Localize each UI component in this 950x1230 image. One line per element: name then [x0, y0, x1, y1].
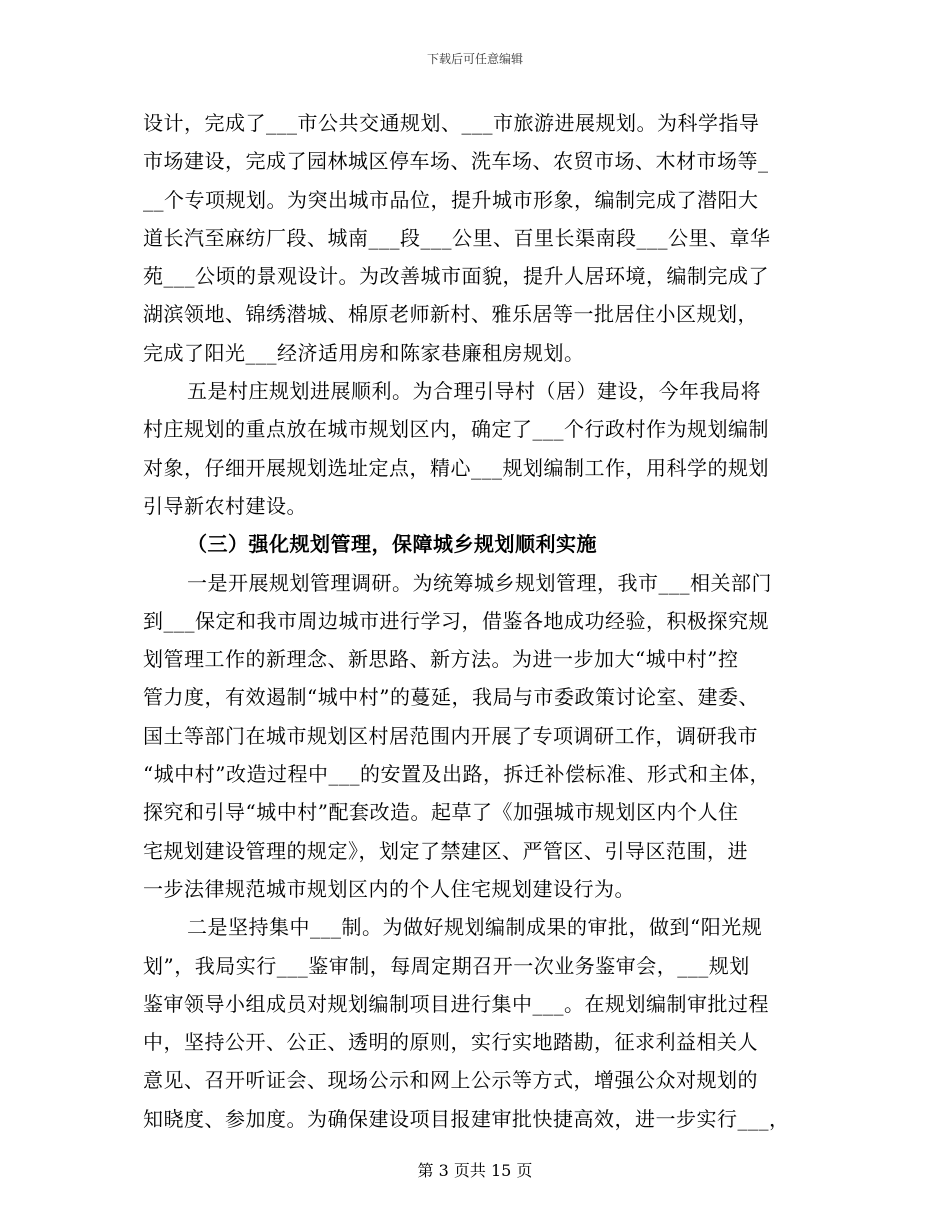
text-line: 五是村庄规划进展顺利。为合理引导村（居）建设，今年我局将 [187, 379, 761, 404]
section-heading: （三）强化规划管理，保障城乡规划顺利实施 [187, 532, 597, 557]
text-line: 一步法律规范城市规划区内的个人住宅规划建设行为。 [143, 876, 635, 901]
text-line: 设计，完成了___市公共交通规划、___市旅游进展规划。为科学指导 [143, 111, 760, 135]
text-line: 划管理工作的新理念、新思路、新方法。为进一步加大“城中村”控 [143, 647, 739, 672]
text-line: 一是开展规划管理调研。为统筹城乡规划管理，我市___相关部门 [187, 570, 772, 595]
text-line: 宅规划建设管理的规定》，划定了禁建区、严管区、引导区范围，进 [143, 838, 748, 863]
text-line: “城中村”改造过程中___的安置及出路，拆迁补偿标准、形式和主体， [143, 762, 770, 787]
text-line: __个专项规划。为突出城市品位，提升城市形象，编制完成了潜阳大 [143, 187, 759, 212]
text-line: 引导新农村建设。 [143, 493, 307, 518]
text-line: 湖滨领地、锦绣潜城、棉原老师新村、雅乐居等一批居住小区规划， [143, 302, 758, 327]
page-footer: 第 3 页共 15 页 [417, 1161, 533, 1180]
text-line: 苑___公顷的景观设计。为改善城市面貌，提升人居环境，编制完成了 [143, 264, 769, 289]
text-line: 对象，仔细开展规划选址定点，精心___规划编制工作，用科学的规划 [143, 455, 769, 480]
text-line: 二是坚持集中___制。为做好规划编制成果的审批，做到“阳光规 [187, 915, 763, 940]
text-line: 意见、召开听证会、现场公示和网上公示等方式，增强公众对规划的 [143, 1068, 758, 1093]
text-line: 完成了阳光___经济适用房和陈家巷廉租房规划。 [143, 340, 585, 365]
text-line: 到___保定和我市周边城市进行学习，借鉴各地成功经验，积极探究规 [143, 608, 769, 633]
text-line: 中，坚持公开、公正、透明的原则，实行实地踏勘，征求利益相关人 [143, 1030, 758, 1055]
page-header: 下载后可任意编辑 [426, 52, 523, 66]
text-line: 村庄规划的重点放在城市规划区内，确定了___个行政村作为规划编制 [143, 417, 769, 442]
text-line: 知晓度、参加度。为确保建设项目报建审批快捷高效，进一步实行___， [143, 1106, 790, 1131]
document-body [143, 104, 823, 1138]
text-line: 市场建设，完成了园林城区停车场、洗车场、农贸市场、木材市场等_ [143, 149, 769, 174]
text-line: 管力度，有效遏制“城中村”的蔓延，我局与市委政策讨论室、建委、 [143, 685, 759, 710]
text-line: 道长汽至麻纺厂段、城南___段___公里、百里长渠南段___公里、章华 [143, 225, 771, 250]
text-line: 探究和引导“城中村”配套改造。起草了《加强城市规划区内个人住 [143, 800, 739, 825]
text-line: 划”，我局实行___鉴审制，每周定期召开一次业务鉴审会，___规划 [143, 953, 750, 978]
text-line: 鉴审领导小组成员对规划编制项目进行集中___。在规划编制审批过程 [143, 991, 769, 1016]
text-line: 国土等部门在城市规划区村居范围内开展了专项调研工作，调研我市 [143, 723, 758, 748]
